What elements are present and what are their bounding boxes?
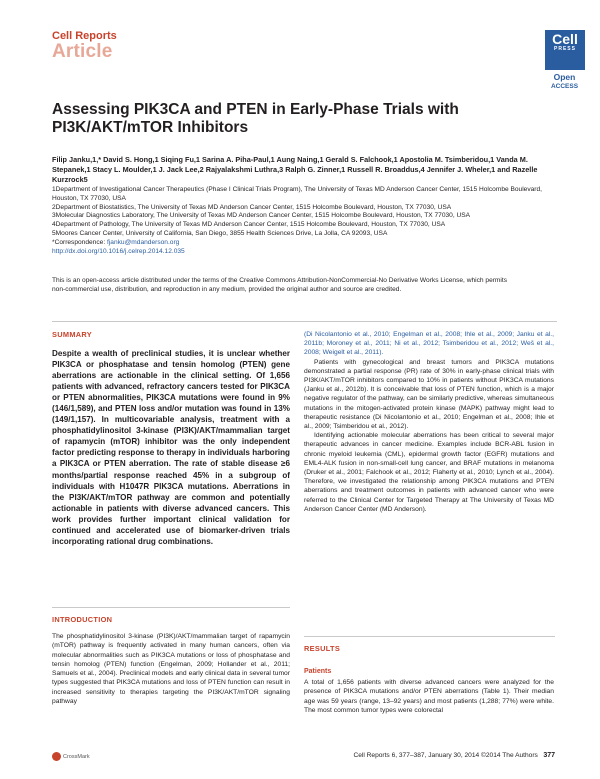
journal-name: Cell Reports: [52, 30, 117, 42]
paper-title: Assessing PIK3CA and PTEN in Early-Phase Trials with PI3K/AKT/mTOR Inhibitors: [52, 101, 459, 136]
crossmark-badge[interactable]: [52, 752, 90, 761]
doi-link[interactable]: http://dx.doi.org/10.1016/j.celrep.2014.12.035: [52, 247, 185, 255]
access-label: ACCESS: [550, 83, 579, 90]
article-type: Article: [52, 41, 113, 62]
affiliation-2: 2Department of Biostatistics, The University of Texas MD Anderson Cancer Center, 1515 Holcombe Boulevard, Houston, TX 77030, USA: [52, 203, 452, 211]
summary-text: Despite a wealth of preclinical studies, it is unclear whether PIK3CA or phosphatase and tensin homolog (PTEN) gene aberrations are actionable in the clinical setting. Of 1,656 patients with advanced, refractory cancers tested for PIK3CA or PTEN abnormalities, PIK3CA mutations were found in 9% (146/1,589), and PTEN loss and/or mutation was found in 13% (149/1,157). In multicovariable analysis, treatment with a phosphatidylinositol 3-kinase (PI3K)/AKT/mammalian target of rapamycin (mTOR) inhibitor was the only independent factor predicting response to therapy in individuals harboring a PIK3CA or PTEN aberration. The rate of stable disease ≥6 months/partial response reached 45% in a subgroup of individuals with H1047R PIK3CA mutations. Aberrations in the PI3K/AKT/mTOR pathway are common and potentially actionable in patients with diverse advanced cancers. This work provides further important clinical validation for continued and accelerated use of biomarker-driven trials incorporating rational drug combinations.: [52, 349, 290, 546]
author-list: Filip Janku,1,* David S. Hong,1 Siqing Fu,1 Sarina A. Piha-Paul,1 Aung Naing,1 Gerald S. Falchook,1 Apostolia M. Tsimberidou,1 Vanda M. Stepanek,1 Stacy L. Moulder,1 J. Jack Lee,2 Rajyalakshmi Luthra,3 Ralph G. Zinner,1 Russell R. Broaddus,4 Jennifer J. Wheler,1 and Razelle Kurzrock5: [52, 155, 538, 184]
crossmark-label: CrossMark: [63, 753, 90, 760]
correspondence: [52, 239, 552, 248]
affiliation-5: 5Moores Cancer Center, University of California, San Diego, 3855 Health Sciences Drive, La Jolla, CA 92093, USA: [52, 229, 388, 237]
license-statement: This is an open-access article distributed under the terms of the Creative Commons Attribution-NonCommercial-No Derivative Works License, which permits non-commercial use, distribution, and reproduction in any medium, provided the original author and source are credited.: [52, 277, 508, 293]
footer-citation: Cell Reports 6, 377–387, January 30, 2014 ©2014 The Authors: [353, 752, 538, 759]
open-access-badge: [542, 73, 587, 91]
patients-subheading: Patients: [304, 668, 332, 675]
results-heading: RESULTS: [304, 644, 341, 653]
logo-text: Cell: [552, 31, 578, 47]
cell-press-logo[interactable]: [545, 30, 585, 70]
patients-text: A total of 1,656 patients with diverse advanced cancers were analyzed for the presence of PIK3CA mutations and/or PTEN aberrations (Table 1). Their median age was 59 years (range, 13–92 years) and most patients (1,288; 77%) were white. The most common tumor types were colorectal: [304, 679, 554, 714]
paragraph-2: Patients with gynecological and breast tumors and PIK3CA mutations demonstrated a partial response (PR) rate of 30% in early-phase clinical trials with PI3K/AKT/mTOR inhibitors compared to 10% in patients without PIK3CA mutations (Janku et al., 2012b). It is conceivable that loss of PTEN function, which is a major negative regulator of the pathway, can be similarly predictive, whereas simultaneous mutations in the mitogen-activated protein kinase (MAPK) pathway might lead to therapeutic resistance (Di Nicolantonio et al., 2010; Engelman et al., 2008; Ihle et al., 2009; Tsimberidou et al., 2012).: [304, 358, 554, 431]
affiliation-4: 4Department of Pathology, The University of Texas MD Anderson Cancer Center, 1515 Holcombe Boulevard, Houston, TX 77030, USA: [52, 221, 446, 229]
affiliation-3: 3Molecular Diagnostics Laboratory, The University of Texas MD Anderson Cancer Center, 1515 Holcombe Boulevard, Houston, TX 77030, USA: [52, 212, 471, 220]
introduction-text: The phosphatidylinositol 3-kinase (PI3K)/AKT/mammalian target of rapamycin (mTOR) pathway is frequently activated in many human cancers, often via molecular abnormalities such as PIK3CA mutations or loss of phosphatase and tensin homolog (PTEN) function (Engelman, 2009; Hollander et al., 2011; Samuels et al., 2004). Preclinical models and early clinical data in several tumor types suggested that PIK3CA mutations and loss of PTEN function can result in increased sensitivity to therapies targeting the PI3K/AKT/mTOR signaling pathway: [52, 633, 290, 705]
summary-heading: SUMMARY: [52, 330, 93, 339]
introduction-heading: INTRODUCTION: [52, 615, 113, 624]
page-footer: [300, 752, 555, 759]
correspondence-label: *Correspondence:: [52, 238, 106, 246]
page-number: 377: [543, 752, 555, 759]
divider: [52, 321, 557, 322]
open-label: Open: [553, 72, 576, 82]
paragraph-3: Identifying actionable molecular aberrations has been critical to several major therapeutic advances in cancer medicine. Examples include BCR-ABL fusion in chronic myeloid leukemia (CML), epidermal growth factor (EGFR) mutations and EML4-ALK fusion in non-small-cell lung cancer, and BRAF mutations in melanoma (Druker et al., 2001; Falchook et al., 2012; Flaherty et al., 2010; Lynch et al., 2004). Therefore, we investigated the relationship among PIK3CA mutations and PTEN aberrations and treatment outcomes in patients with advanced cancer who were referred to the Clinical Center for Targeted Therapy at The University of Texas MD Anderson Cancer Center (MD Anderson).: [304, 432, 554, 513]
logo-subtext: PRESS: [554, 46, 576, 52]
citation-block: (Di Nicolantonio et al., 2010; Engelman et al., 2008; Ihle et al., 2009; Janku et al., 2011b; Moroney et al., 2011; Ni et al., 2012; Tsimberidou et al., 2012; Weš et al., 2008; Weigelt et al., 2011).: [304, 331, 554, 357]
correspondence-email-link[interactable]: fjanku@mdanderson.org: [107, 238, 180, 246]
affiliations: [52, 186, 552, 256]
crossmark-icon: [52, 752, 61, 761]
divider: [304, 636, 555, 637]
affiliation-1: 1Department of Investigational Cancer Therapeutics (Phase I Clinical Trials Program), The University of Texas MD Anderson Cancer Center, 1515 Holcombe Boulevard, Houston, TX 77030, USA: [52, 186, 543, 202]
right-column-text: [304, 330, 554, 514]
divider: [52, 607, 290, 608]
